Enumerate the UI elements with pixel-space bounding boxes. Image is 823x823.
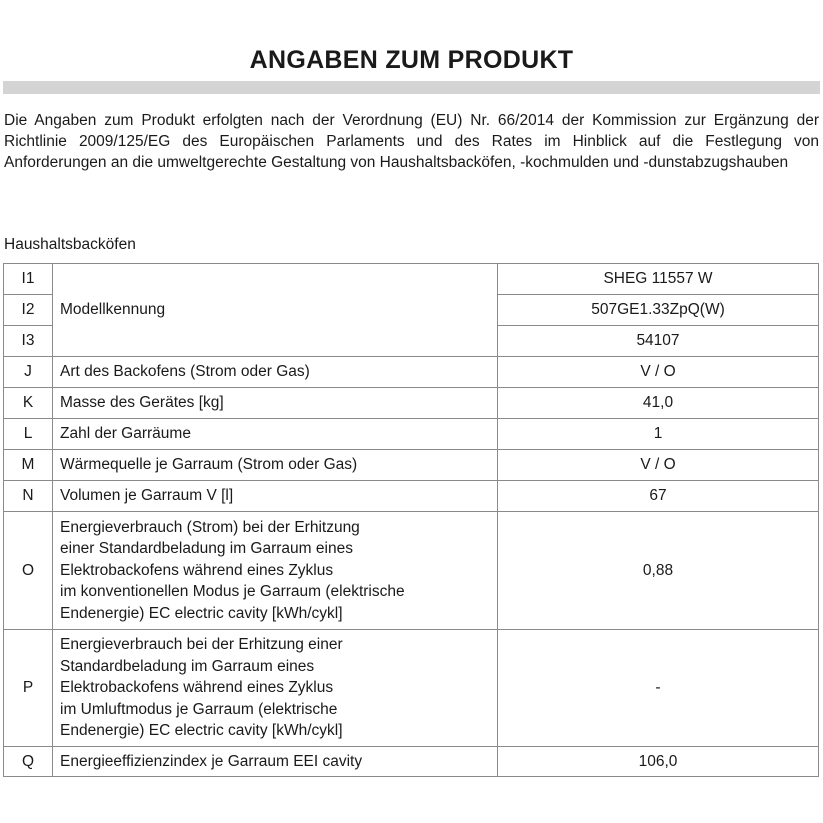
row-label: Volumen je Garraum V [l] [53, 481, 498, 512]
table-row [4, 747, 819, 777]
intro-paragraph: Die Angaben zum Produkt erfolgten nach der Verordnung (EU) Nr. 66/2014 der Kommission zur Ergänzung der Richtlinie 2009/125/EG des Europäischen Parlaments und des Rates im Hinblick auf die Festlegung von Anforderungen an die umweltgerechte Gestaltung von Haushaltsbacköfen, -kochmulden und -dunstabzugshauben [4, 112, 819, 171]
title-underline-bar [3, 81, 820, 94]
row-code: I3 [4, 326, 53, 357]
table-row [4, 630, 819, 747]
row-code: I1 [4, 264, 53, 295]
row-label-multiline [53, 512, 498, 630]
model-label: Modellkennung [53, 264, 498, 357]
table-row [4, 264, 819, 295]
table-row [4, 512, 819, 630]
row-value: 67 [498, 481, 819, 512]
row-value: SHEG 11557 W [498, 264, 819, 295]
table-row [4, 357, 819, 388]
row-value: 41,0 [498, 388, 819, 419]
row-value: V / O [498, 450, 819, 481]
row-label: Art des Backofens (Strom oder Gas) [53, 357, 498, 388]
row-code: I2 [4, 295, 53, 326]
row-code: O [4, 512, 53, 630]
row-value: 0,88 [498, 512, 819, 630]
row-label: Zahl der Garräume [53, 419, 498, 450]
row-label: Energieverbrauch bei der Erhitzung einer Standardbeladung im Garraum eines Elektrobackofens während eines Zyklus im Umluftmodus je Garraum (elektrische Endenergie) EC electric cavity [kWh/cykl] [60, 636, 343, 740]
page-title: ANGABEN ZUM PRODUKT [249, 46, 574, 74]
row-value: 54107 [498, 326, 819, 357]
row-value: 507GE1.33ZpQ(W) [498, 295, 819, 326]
row-code: K [4, 388, 53, 419]
table-row [4, 388, 819, 419]
row-code: Q [4, 747, 53, 777]
row-code: L [4, 419, 53, 450]
row-label: Energieeffizienzindex je Garraum EEI cavity [53, 747, 498, 777]
table-row [4, 419, 819, 450]
table-row [4, 450, 819, 481]
product-data-table [3, 263, 819, 777]
row-value: 1 [498, 419, 819, 450]
row-label-multiline [53, 630, 498, 747]
row-code: M [4, 450, 53, 481]
row-code: P [4, 630, 53, 747]
table-row [4, 481, 819, 512]
row-value: 106,0 [498, 747, 819, 777]
row-value: - [498, 630, 819, 747]
section-label: Haushaltsbacköfen [4, 236, 136, 253]
row-label: Energieverbrauch (Strom) bei der Erhitzung einer Standardbeladung im Garraum eines Elektrobackofens während eines Zyklus im konventionellen Modus je Garraum (elektrische Endenergie) EC electric cavity [kWh/cykl] [60, 518, 405, 622]
row-value: V / O [498, 357, 819, 388]
row-code: N [4, 481, 53, 512]
row-label: Wärmequelle je Garraum (Strom oder Gas) [53, 450, 498, 481]
row-code: J [4, 357, 53, 388]
row-label: Masse des Gerätes [kg] [53, 388, 498, 419]
